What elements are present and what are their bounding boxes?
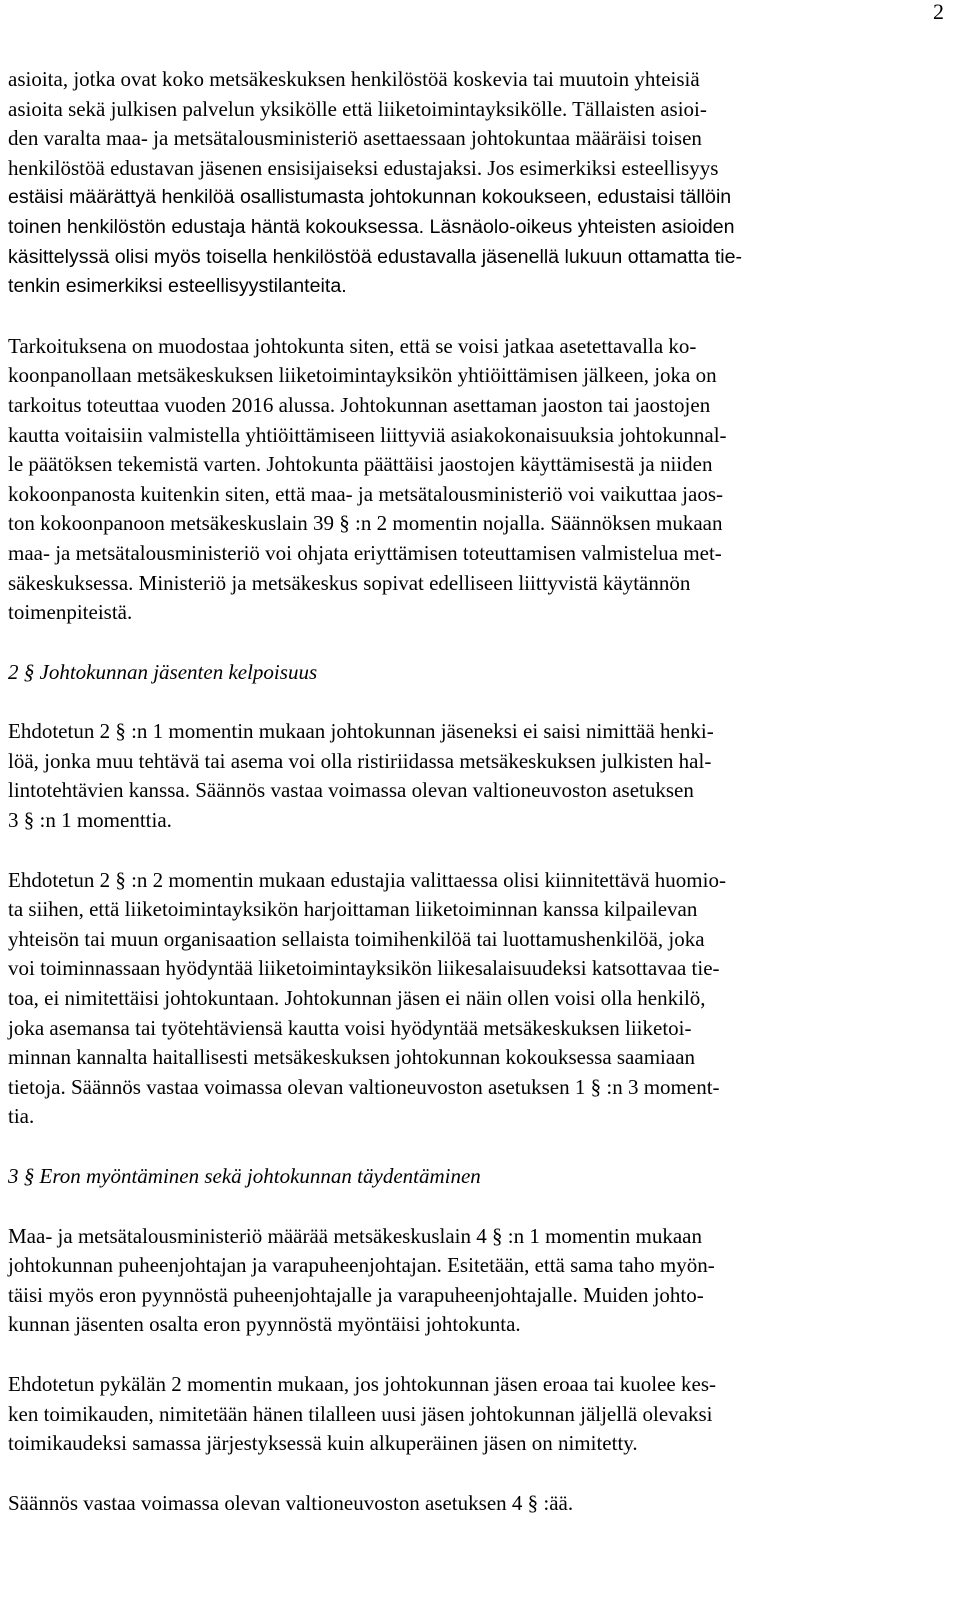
paragraph [8, 717, 908, 835]
text-line: le päätöksen tekemistä varten. Johtokunta päättäisi jaostojen käyttämisestä ja niiden [8, 452, 713, 477]
text-line: toimenpiteistä. [8, 600, 133, 625]
text-line: joka asemansa tai työtehtäviensä kautta voisi hyödyntää metsäkeskuksen liiketoi- [8, 1015, 692, 1040]
page-number: 2 [933, 0, 944, 24]
text-line: toa, ei nimitettäisi johtokuntaan. Johtokunnan jäsen ei näin ollen voisi olla henkilö, [8, 986, 706, 1011]
paragraph [8, 65, 908, 302]
paragraph [8, 1489, 908, 1519]
paragraph-spacer [8, 1340, 908, 1370]
document-body [8, 65, 908, 1518]
text-line: tia. [8, 1104, 35, 1129]
text-line: tenkin esimerkiksi esteellisyystilanteita. [8, 275, 347, 298]
text-line: minnan kannalta haitallisesti metsäkeskuksen johtokunnan kokouksessa saamiaan [8, 1045, 696, 1070]
paragraph [8, 1370, 908, 1459]
text-line: Ehdotetun pykälän 2 momentin mukaan, jos johtokunnan jäsen eroaa tai kuolee kes- [8, 1371, 716, 1396]
text-line: tarkoitus toteuttaa vuoden 2016 alussa. Johtokunnan asettaman jaoston tai jaostojen [8, 392, 711, 417]
text-line: täisi myös eron pyynnöstä puheenjohtajalle ja varapuheenjohtajalle. Muiden johto- [8, 1282, 704, 1307]
paragraph [8, 866, 908, 1132]
text-line: johtokunnan puheenjohtajan ja varapuheenjohtajan. Esitetään, että sama taho myön- [8, 1253, 715, 1278]
paragraph [8, 1222, 908, 1340]
text-line: Ehdotetun 2 § :n 1 momentin mukaan johtokunnan jäseneksi ei saisi nimittää henki- [8, 719, 714, 744]
text-line: 3 § :n 1 momenttia. [8, 808, 172, 833]
text-line: yhteisön tai muun organisaation sellaista toimihenkilöä tai luottamushenkilöä, joka [8, 926, 705, 951]
section-heading: 2 § Johtokunnan jäsenten kelpoisuus [8, 659, 318, 684]
text-line: kokoonpanosta kuitenkin siten, että maa- ja metsätalousministeriö voi vaikuttaa jaos- [8, 481, 723, 506]
text-line: tietoja. Säännös vastaa voimassa olevan valtioneuvoston asetuksen 1 § :n 3 moment- [8, 1074, 720, 1099]
text-line: den varalta maa- ja metsätalousministeriö asettaessaan johtokuntaa määräisi toisen [8, 126, 702, 151]
section-heading: 3 § Eron myöntäminen sekä johtokunnan täydentäminen [8, 1164, 481, 1188]
text-line: lintotehtävien kanssa. Säännös vastaa voimassa olevan valtioneuvoston asetuksen [8, 778, 694, 803]
paragraph-spacer [8, 1192, 908, 1222]
text-line: ken toimikauden, nimitetään hänen tilalleen uusi jäsen johtokunnan jäljellä olevaksi [8, 1401, 713, 1426]
text-line: toimikaudeksi samassa järjestyksessä kuin alkuperäinen jäsen on nimitetty. [8, 1431, 638, 1456]
text-line: koonpanollaan metsäkeskuksen liiketoimintayksikön yhtiöittämisen jälkeen, joka on [8, 363, 717, 388]
text-line: löä, jonka muu tehtävä tai asema voi olla ristiriidassa metsäkeskuksen julkisten hal- [8, 748, 712, 773]
text-line: Tarkoituksena on muodostaa johtokunta siten, että se voisi jatkaa asetettavalla ko- [8, 333, 697, 358]
paragraph-spacer [8, 628, 908, 658]
text-line: säkeskuksessa. Ministeriö ja metsäkeskus sopivat edelliseen liittyvistä käytännön [8, 570, 691, 595]
text-line: asioita, jotka ovat koko metsäkeskuksen henkilöstöä koskevia tai muutoin yhteisiä [8, 67, 700, 91]
paragraph-spacer [8, 302, 908, 332]
text-line: ta siihen, että liiketoimintayksikön harjoittaman liiketoiminnan kanssa kilpailevan [8, 897, 698, 922]
paragraph [8, 332, 908, 628]
text-line: Maa- ja metsätalousministeriö määrää metsäkeskuslain 4 § :n 1 momentin mukaan [8, 1223, 702, 1248]
text-line: ton kokoonpanoon metsäkeskuslain 39 § :n 2 momentin nojalla. Säännöksen mukaan [8, 511, 723, 536]
text-line: voi toiminnassaan hyödyntää liiketoimintayksikön liikesalaisuudeksi katsottavaa tie- [8, 956, 720, 981]
paragraph-spacer [8, 1132, 908, 1162]
text-line: toinen henkilöstön edustaja häntä kokouksessa. Läsnäolo-oikeus yhteisten asioiden [8, 215, 735, 238]
text-line: kunnan jäsenten osalta eron pyynnöstä myöntäisi johtokunta. [8, 1312, 521, 1337]
text-line: estäisi määrättyä henkilöä osallistumasta johtokunnan kokoukseen, edustaisi tällöin [8, 186, 732, 209]
text-line: Ehdotetun 2 § :n 2 momentin mukaan edustajia valittaessa olisi kiinnitettävä huomio- [8, 867, 726, 892]
paragraph-spacer [8, 1459, 908, 1489]
text-line: käsittelyssä olisi myös toisella henkilöstöä edustavalla jäsenellä lukuun ottamatta tie- [8, 245, 743, 268]
text-line: henkilöstöä edustavan jäsenen ensisijaiseksi edustajaksi. Jos esimerkiksi esteellisyys [8, 155, 719, 180]
text-line: Säännös vastaa voimassa olevan valtioneuvoston asetuksen 4 § :ää. [8, 1490, 574, 1515]
text-line: maa- ja metsätalousministeriö voi ohjata eriyttämisen toteuttamisen valmistelua met- [8, 540, 722, 565]
text-line: kautta voitaisiin valmistella yhtiöittämiseen liittyviä asiakokonaisuuksia johtokunnal- [8, 422, 727, 447]
paragraph-spacer [8, 836, 908, 866]
paragraph-spacer [8, 687, 908, 717]
text-line: asioita sekä julkisen palvelun yksikölle että liiketoimintayksikölle. Tällaisten asioi- [8, 96, 707, 121]
